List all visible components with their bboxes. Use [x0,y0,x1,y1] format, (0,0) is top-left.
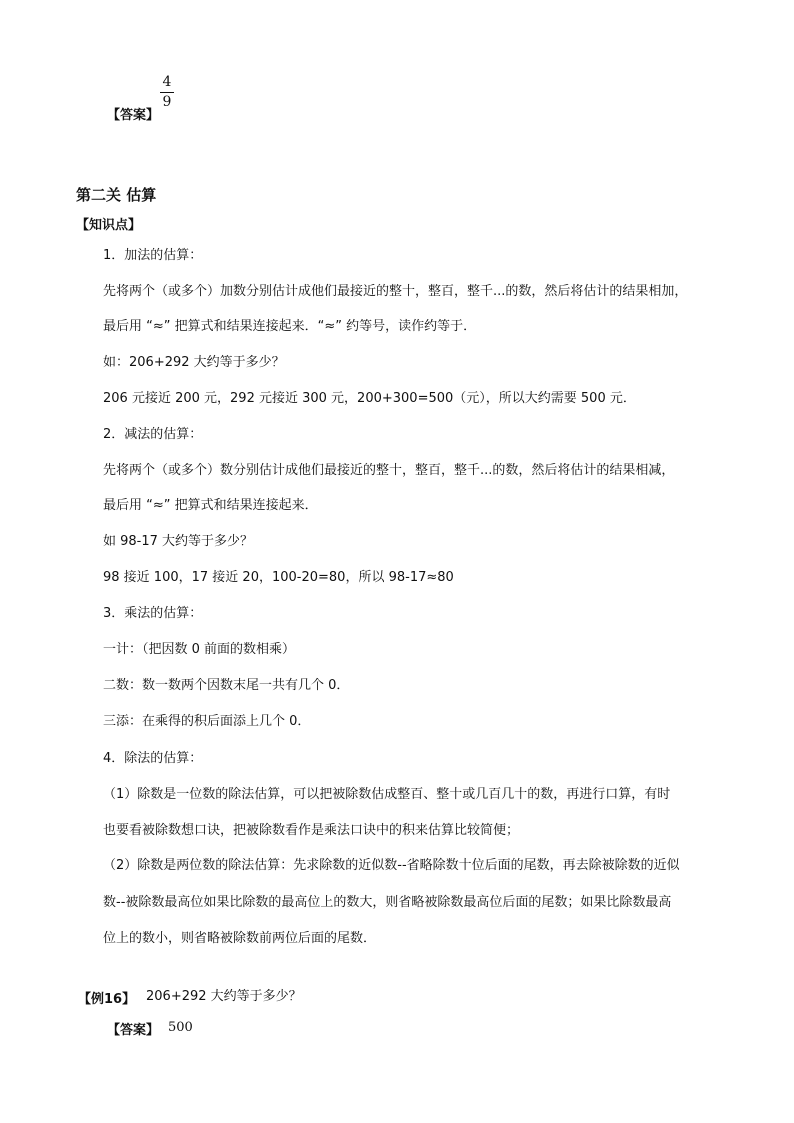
paragraph-line: （2）除数是两位数的除法估算：先求除数的近似数--省略除数十位后面的尾数，再去除被除数的近似 [103,858,680,873]
section-title: 第二关 估算 [76,186,157,204]
heading-addition: 1．加法的估算： [103,248,203,263]
knowledge-label: 【知识点】 [76,218,142,233]
fraction-numerator: 4 [162,74,172,90]
example-question: 206+292 大约等于多少？ [146,989,302,1004]
example-line: 如：206+292 大约等于多少？ [103,355,285,370]
heading-division: 4．除法的估算： [103,751,203,766]
step-line: 三添：在乘得的积后面添上几个 0． [103,714,311,729]
paragraph-line: 也要看被除数想口诀，把被除数看作是乘法口诀中的积来估算比较简便； [103,823,520,838]
example-line: 如 98-17 大约等于多少？ [103,534,254,549]
fraction-bar [160,92,174,93]
paragraph-line: 位上的数小，则省略被除数前两位后面的尾数． [103,931,377,946]
paragraph-line: （1）除数是一位数的除法估算，可以把被除数估成整百、整十或几百几十的数，再进行口算，有时 [103,787,671,802]
example-answer-label: 【答案】 [107,1023,160,1038]
fraction-denominator: 9 [162,94,172,110]
answer-fraction [160,74,174,111]
example-solution: 98 接近 100，17 接近 20，100-20=80，所以 98-17≈80 [103,570,454,585]
example-answer-value: 500 [168,1020,193,1035]
paragraph-line: 最后用 “≈” 把算式和结果连接起来． [103,498,318,513]
paragraph-line: 数--被除数最高位如果比除数的最高位上的数大，则省略被除数最高位后面的尾数；如果比除数最高 [103,895,672,910]
paragraph-line: 先将两个（或多个）加数分别估计成他们最接近的整十，整百，整千...的数，然后将估计的结果相加， [103,284,688,299]
example-label: 【例16】 [78,992,136,1007]
example-solution: 206 元接近 200 元，292 元接近 300 元，200+300=500（元），所以大约需要 500 元． [103,391,636,406]
paragraph-line: 最后用 “≈” 把算式和结果连接起来．“≈” 约等号，读作约等于． [103,319,477,334]
step-line: 一计：（把因数 0 前面的数相乘） [103,642,296,657]
answer-label: 【答案】 [107,108,160,123]
heading-subtraction: 2．减法的估算： [103,427,203,442]
step-line: 二数：数一数两个因数末尾一共有几个 0． [103,678,350,693]
heading-multiplication: 3．乘法的估算： [103,606,203,621]
paragraph-line: 先将两个（或多个）数分别估计成他们最接近的整十，整百，整千...的数，然后将估计的结果相减， [103,463,675,478]
